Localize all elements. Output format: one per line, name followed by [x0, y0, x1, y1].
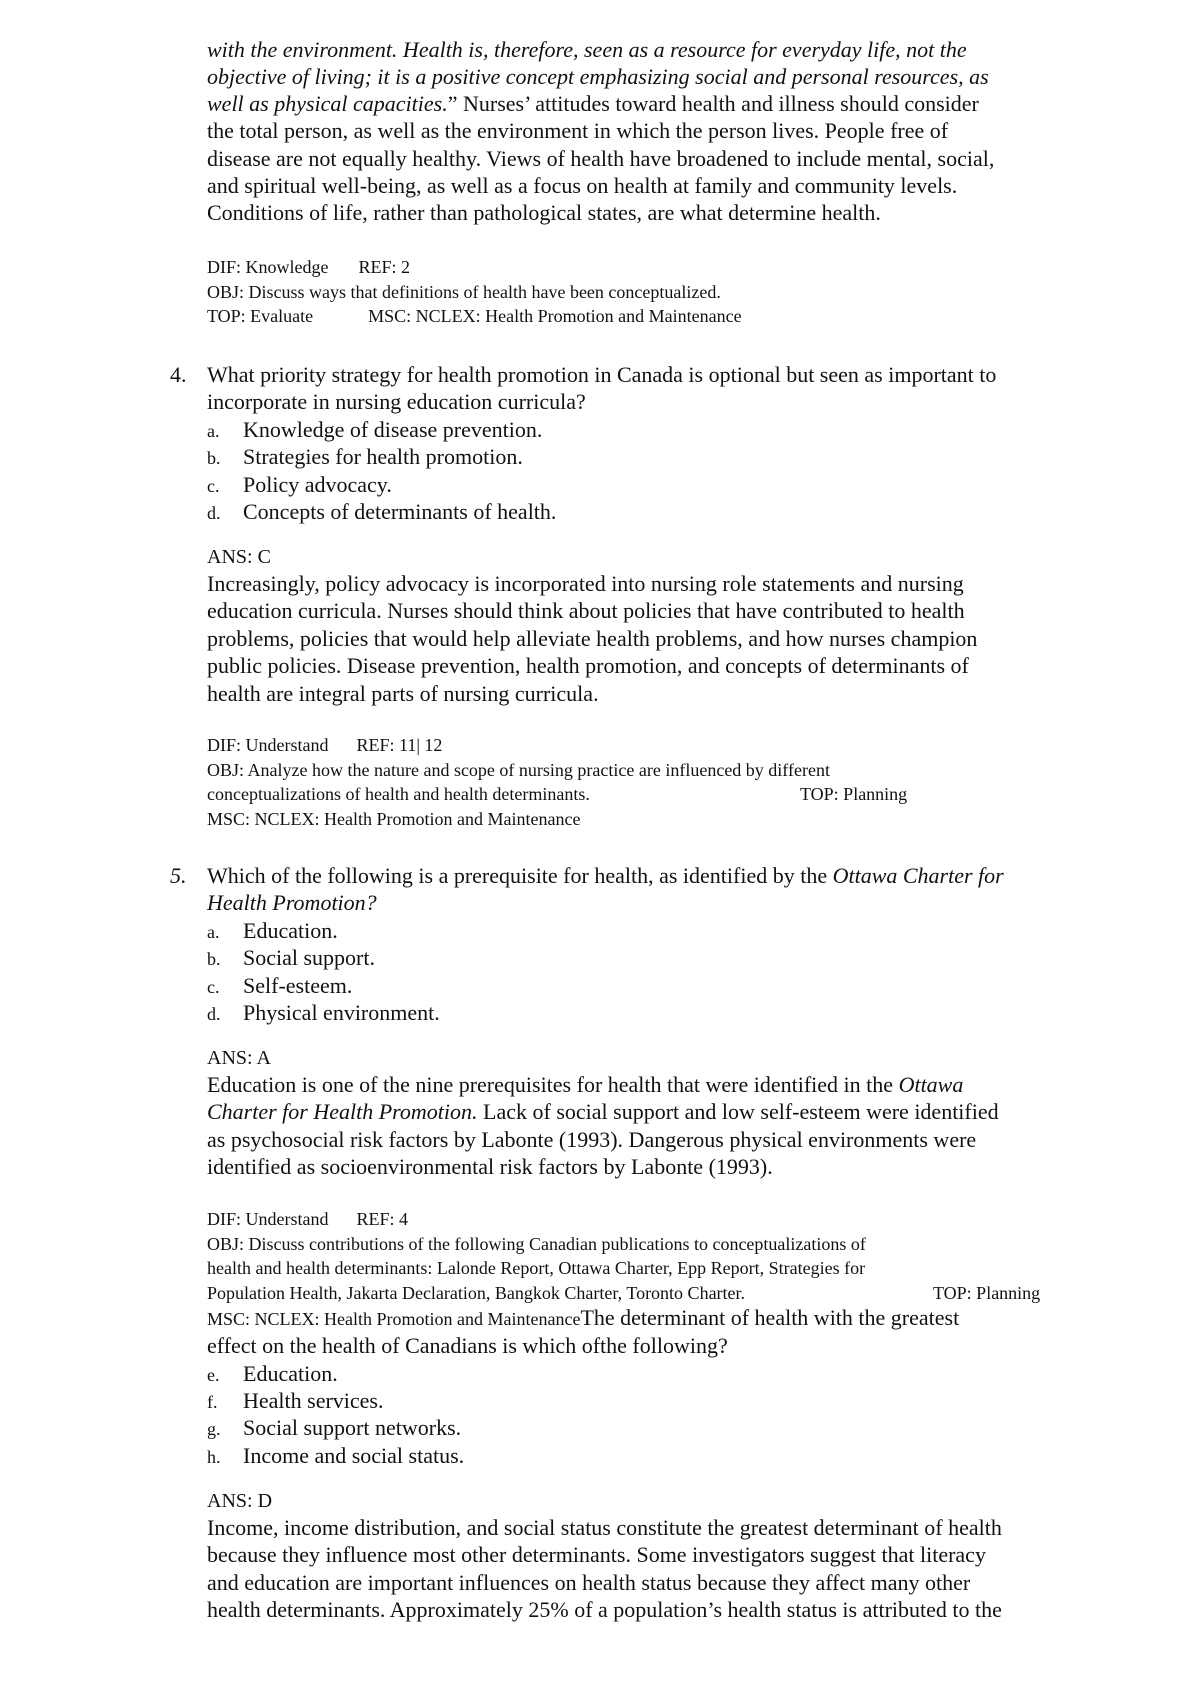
dif-label: DIF: Knowledge	[207, 257, 329, 277]
intro-line-3: well as physical capacities.” Nurses’ attitudes toward health and illness should consider	[207, 91, 979, 116]
answer-option: c. Policy advocacy.	[207, 472, 392, 497]
rationale-line: education curricula. Nurses should think about policies that have contributed to health	[207, 598, 965, 623]
meta-top-msc	[207, 304, 742, 328]
question-stem-line-2: incorporate in nursing education curricula?	[207, 389, 586, 414]
rationale-line: Education is one of the nine prerequisites for health that were identified in the Ottawa	[207, 1072, 964, 1097]
meta-dif-ref	[207, 1207, 408, 1231]
ref-label: REF: 4	[356, 1209, 408, 1229]
intro-line-2: objective of living; it is a positive concept emphasizing social and personal resources, as	[207, 64, 989, 89]
rationale-line: as psychosocial risk factors by Labonte (1993). Dangerous physical environments were	[207, 1127, 977, 1152]
rationale-line: problems, policies that would help alleviate health problems, and how nurses champion	[207, 626, 978, 651]
question-number: 4.	[170, 362, 187, 387]
question-stem-line-2: Health Promotion?	[207, 890, 377, 915]
ref-label: REF: 11| 12	[356, 735, 443, 755]
answer-key: ANS: A	[207, 1047, 271, 1069]
answer-option: a. Knowledge of disease prevention.	[207, 417, 543, 442]
top-label: TOP: Planning	[800, 784, 908, 804]
rationale-line: Charter for Health Promotion. Lack of social support and low self-esteem were identified	[207, 1099, 999, 1124]
answer-option: b. Social support.	[207, 945, 375, 970]
answer-option: h. Income and social status.	[207, 1443, 465, 1468]
answer-option: d. Physical environment.	[207, 1000, 440, 1025]
rationale-line: Increasingly, policy advocacy is incorporated into nursing role statements and nursing	[207, 571, 964, 596]
answer-key: ANS: C	[207, 546, 271, 568]
answer-option: f. Health services.	[207, 1388, 384, 1413]
rationale-line: health determinants. Approximately 25% of a population’s health status is attributed to the	[207, 1597, 1002, 1622]
rationale-line: and education are important influences on health status because they affect many other	[207, 1570, 971, 1595]
top-label: TOP: Planning	[933, 1283, 1041, 1303]
intro-line-5: disease are not equally healthy. Views of health have broadened to include mental, social,	[207, 146, 995, 171]
question-stem-line-2: effect on the health of Canadians is which ofthe following?	[207, 1333, 728, 1358]
intro-line-6: and spiritual well-being, as well as a focus on health at family and community levels.	[207, 173, 958, 198]
question-stem-line-1: What priority strategy for health promotion in Canada is optional but seen as important to	[207, 362, 997, 387]
dif-label: DIF: Understand	[207, 1209, 329, 1229]
intro-line-4: the total person, as well as the environment in which the person lives. People free of	[207, 118, 949, 143]
intro-line-7: Conditions of life, rather than pathological states, are what determine health.	[207, 200, 881, 225]
answer-option: b. Strategies for health promotion.	[207, 444, 523, 469]
question-number: 5.	[170, 863, 187, 888]
top-label: TOP: Evaluate	[207, 306, 314, 326]
meta-obj: OBJ: Discuss contributions of the following Canadian publications to conceptualizations of	[207, 1234, 866, 1254]
rationale-line: health are integral parts of nursing curricula.	[207, 681, 599, 706]
ref-label: REF: 2	[358, 257, 410, 277]
answer-option: d. Concepts of determinants of health.	[207, 499, 557, 524]
meta-msc: MSC: NCLEX: Health Promotion and Maintenance	[207, 809, 581, 829]
dif-label: DIF: Understand	[207, 735, 329, 755]
msc-label: MSC: NCLEX: Health Promotion and Maintenance	[207, 1309, 581, 1329]
question-stem-line-1: The determinant of health with the greatest	[580, 1305, 960, 1330]
answer-option: a. Education.	[207, 918, 338, 943]
rationale-line: identified as socioenvironmental risk factors by Labonte (1993).	[207, 1154, 773, 1179]
question-stem-line-1: Which of the following is a prerequisite for health, as identified by the Ottawa Charter for	[207, 863, 1004, 888]
meta-msc	[207, 1306, 959, 1331]
answer-option: g. Social support networks.	[207, 1415, 462, 1440]
answer-key: ANS: D	[207, 1490, 273, 1512]
msc-label: MSC: NCLEX: Health Promotion and Maintenance	[368, 306, 742, 326]
rationale-line: because they influence most other determinants. Some investigators suggest that literacy	[207, 1542, 986, 1567]
rationale-line: public policies. Disease prevention, health promotion, and concepts of determinants of	[207, 653, 969, 678]
meta-obj-cont: health and health determinants: Lalonde Report, Ottawa Charter, Epp Report, Strategies for	[207, 1258, 866, 1278]
meta-dif-ref	[207, 255, 410, 279]
answer-option: e. Education.	[207, 1361, 338, 1386]
meta-dif-ref	[207, 733, 442, 757]
answer-option: c. Self-esteem.	[207, 973, 353, 998]
meta-obj-cont: Population Health, Jakarta Declaration, Bangkok Charter, Toronto Charter.	[207, 1283, 746, 1303]
intro-line-1: with the environment. Health is, therefore, seen as a resource for everyday life, not the	[207, 37, 967, 62]
meta-obj: OBJ: Analyze how the nature and scope of nursing practice are influenced by different	[207, 760, 830, 780]
meta-obj-cont: conceptualizations of health and health determinants.	[207, 784, 590, 804]
rationale-line: Income, income distribution, and social status constitute the greatest determinant of health	[207, 1515, 1002, 1540]
meta-obj: OBJ: Discuss ways that definitions of health have been conceptualized.	[207, 282, 721, 302]
